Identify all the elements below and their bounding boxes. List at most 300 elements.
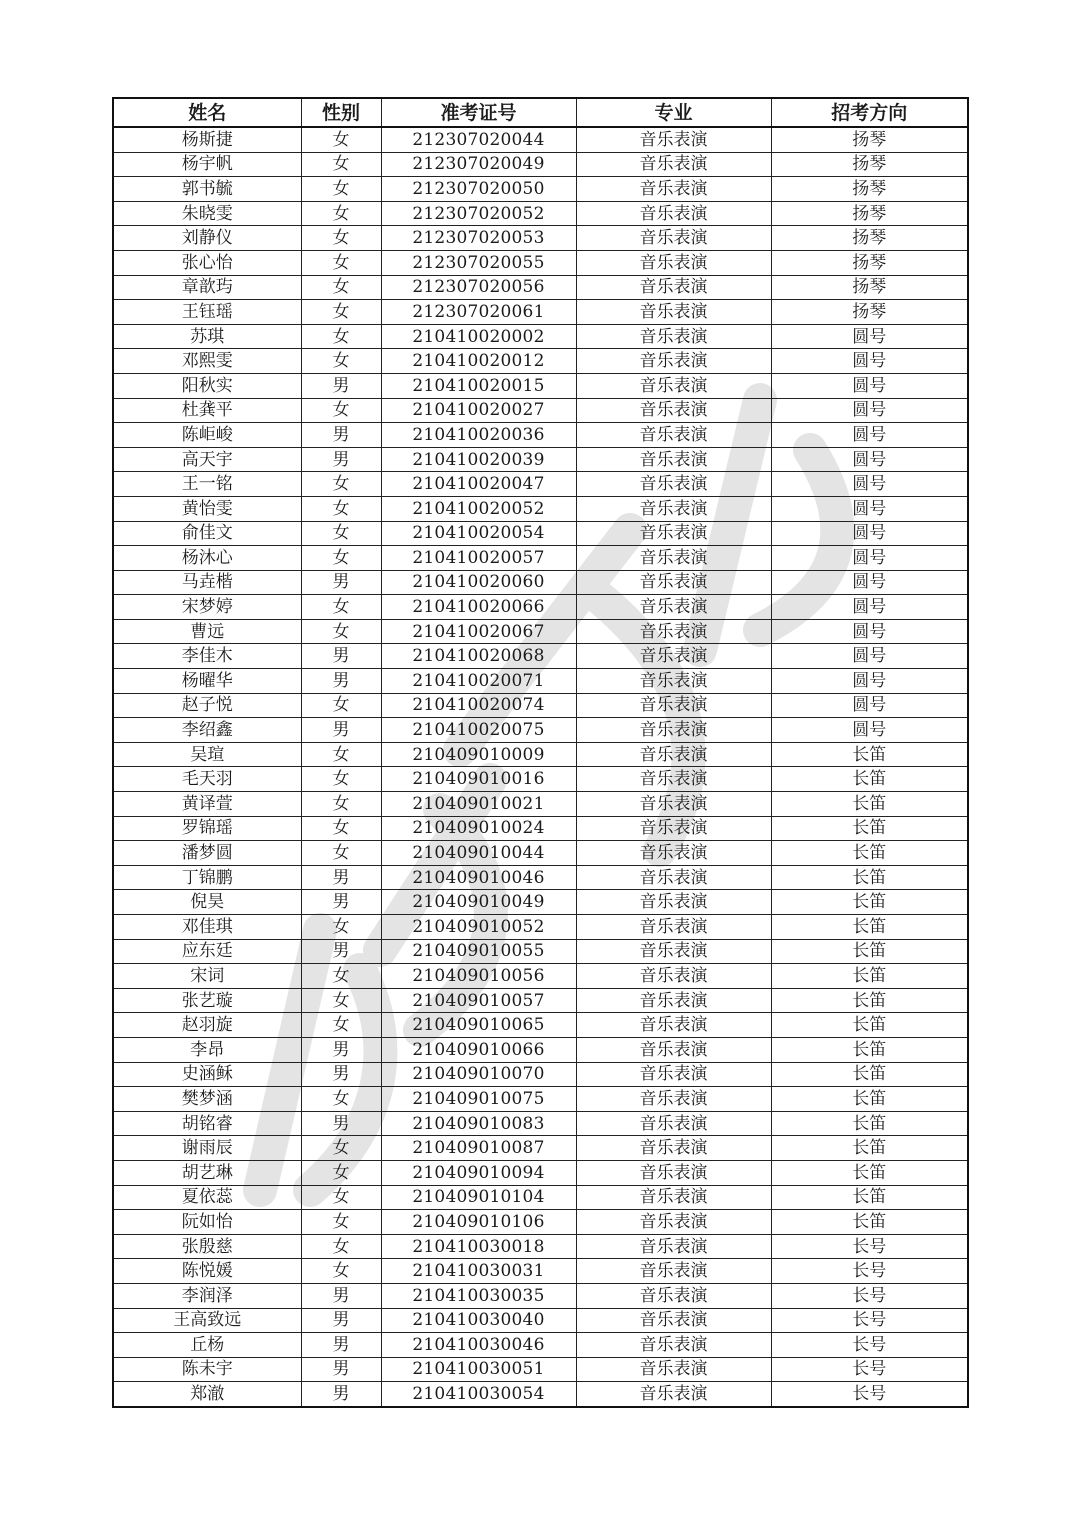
cell-exam-id: 210410020074 <box>381 693 576 718</box>
cell-gender: 女 <box>301 1013 381 1038</box>
cell-name: 潘梦圆 <box>113 841 301 866</box>
cell-direction: 长笛 <box>771 792 968 817</box>
cell-direction: 长笛 <box>771 890 968 915</box>
cell-name: 樊梦涵 <box>113 1087 301 1112</box>
cell-major: 音乐表演 <box>576 915 771 940</box>
header-gender: 性别 <box>301 98 381 127</box>
cell-direction: 长笛 <box>771 1111 968 1136</box>
cell-major: 音乐表演 <box>576 300 771 325</box>
cell-major: 音乐表演 <box>576 496 771 521</box>
cell-direction: 长笛 <box>771 964 968 989</box>
cell-major: 音乐表演 <box>576 373 771 398</box>
cell-exam-id: 210410030035 <box>381 1283 576 1308</box>
cell-name: 谢雨辰 <box>113 1136 301 1161</box>
cell-major: 音乐表演 <box>576 275 771 300</box>
table-row <box>113 250 968 275</box>
cell-major: 音乐表演 <box>576 619 771 644</box>
cell-gender: 女 <box>301 300 381 325</box>
table-row <box>113 127 968 152</box>
cell-direction: 圆号 <box>771 718 968 743</box>
cell-gender: 男 <box>301 1333 381 1358</box>
table-row <box>113 595 968 620</box>
cell-exam-id: 210410020002 <box>381 324 576 349</box>
cell-direction: 圆号 <box>771 644 968 669</box>
cell-gender: 男 <box>301 447 381 472</box>
table-row <box>113 1357 968 1382</box>
table-row <box>113 521 968 546</box>
cell-direction: 长笛 <box>771 1062 968 1087</box>
cell-gender: 男 <box>301 890 381 915</box>
cell-direction: 长笛 <box>771 816 968 841</box>
cell-gender: 女 <box>301 619 381 644</box>
cell-major: 音乐表演 <box>576 1259 771 1284</box>
cell-major: 音乐表演 <box>576 1308 771 1333</box>
table-row <box>113 742 968 767</box>
cell-exam-id: 210409010083 <box>381 1111 576 1136</box>
cell-gender: 男 <box>301 669 381 694</box>
table-row <box>113 324 968 349</box>
cell-exam-id: 210410020036 <box>381 423 576 448</box>
cell-exam-id: 212307020044 <box>381 127 576 152</box>
cell-direction: 长号 <box>771 1308 968 1333</box>
cell-major: 音乐表演 <box>576 595 771 620</box>
cell-direction: 圆号 <box>771 373 968 398</box>
cell-direction: 长笛 <box>771 1185 968 1210</box>
header-exam-id: 准考证号 <box>381 98 576 127</box>
cell-direction: 长号 <box>771 1259 968 1284</box>
cell-gender: 女 <box>301 1234 381 1259</box>
cell-exam-id: 210410020057 <box>381 546 576 571</box>
cell-gender: 男 <box>301 1111 381 1136</box>
cell-name: 夏依蕊 <box>113 1185 301 1210</box>
cell-exam-id: 210409010104 <box>381 1185 576 1210</box>
cell-direction: 扬琴 <box>771 226 968 251</box>
cell-major: 音乐表演 <box>576 964 771 989</box>
table-row <box>113 177 968 202</box>
cell-name: 宋梦婷 <box>113 595 301 620</box>
cell-name: 王高致远 <box>113 1308 301 1333</box>
table-row <box>113 349 968 374</box>
cell-direction: 圆号 <box>771 570 968 595</box>
cell-major: 音乐表演 <box>576 1136 771 1161</box>
cell-gender: 女 <box>301 595 381 620</box>
cell-name: 张心怡 <box>113 250 301 275</box>
table-row <box>113 816 968 841</box>
cell-name: 王一铭 <box>113 472 301 497</box>
table-row <box>113 1234 968 1259</box>
cell-gender: 女 <box>301 1259 381 1284</box>
cell-direction: 扬琴 <box>771 152 968 177</box>
table-row <box>113 546 968 571</box>
cell-major: 音乐表演 <box>576 767 771 792</box>
cell-gender: 男 <box>301 1283 381 1308</box>
cell-exam-id: 210409010065 <box>381 1013 576 1038</box>
cell-gender: 女 <box>301 1087 381 1112</box>
table-row <box>113 890 968 915</box>
cell-direction: 长笛 <box>771 767 968 792</box>
cell-name: 苏琪 <box>113 324 301 349</box>
cell-exam-id: 210410030046 <box>381 1333 576 1358</box>
table-row <box>113 988 968 1013</box>
cell-gender: 女 <box>301 275 381 300</box>
cell-gender: 女 <box>301 546 381 571</box>
cell-name: 应东廷 <box>113 939 301 964</box>
cell-gender: 女 <box>301 226 381 251</box>
table-row <box>113 1160 968 1185</box>
cell-name: 张殷慈 <box>113 1234 301 1259</box>
cell-direction: 长笛 <box>771 1160 968 1185</box>
header-name: 姓名 <box>113 98 301 127</box>
cell-exam-id: 210410030051 <box>381 1357 576 1382</box>
cell-major: 音乐表演 <box>576 177 771 202</box>
table-row <box>113 300 968 325</box>
cell-exam-id: 210409010056 <box>381 964 576 989</box>
cell-gender: 女 <box>301 496 381 521</box>
table-row <box>113 1308 968 1333</box>
cell-major: 音乐表演 <box>576 669 771 694</box>
cell-direction: 长号 <box>771 1333 968 1358</box>
cell-name: 胡艺琳 <box>113 1160 301 1185</box>
cell-exam-id: 212307020056 <box>381 275 576 300</box>
cell-major: 音乐表演 <box>576 250 771 275</box>
cell-gender: 男 <box>301 1357 381 1382</box>
cell-direction: 长号 <box>771 1283 968 1308</box>
cell-major: 音乐表演 <box>576 1013 771 1038</box>
table-row <box>113 767 968 792</box>
cell-major: 音乐表演 <box>576 693 771 718</box>
cell-gender: 女 <box>301 1160 381 1185</box>
cell-direction: 长笛 <box>771 742 968 767</box>
cell-direction: 长笛 <box>771 1087 968 1112</box>
table-row <box>113 1259 968 1284</box>
cell-exam-id: 210409010106 <box>381 1210 576 1235</box>
table-row <box>113 693 968 718</box>
cell-major: 音乐表演 <box>576 792 771 817</box>
cell-gender: 男 <box>301 423 381 448</box>
cell-gender: 女 <box>301 349 381 374</box>
cell-exam-id: 210410030040 <box>381 1308 576 1333</box>
cell-name: 马垚楷 <box>113 570 301 595</box>
cell-exam-id: 210409010066 <box>381 1037 576 1062</box>
cell-direction: 圆号 <box>771 447 968 472</box>
table-header <box>113 98 968 127</box>
cell-name: 王钰瑶 <box>113 300 301 325</box>
cell-exam-id: 210409010016 <box>381 767 576 792</box>
cell-major: 音乐表演 <box>576 447 771 472</box>
table-row <box>113 447 968 472</box>
table-row <box>113 423 968 448</box>
cell-name: 吴瑄 <box>113 742 301 767</box>
cell-direction: 长笛 <box>771 1037 968 1062</box>
cell-major: 音乐表演 <box>576 841 771 866</box>
cell-name: 邓熙雯 <box>113 349 301 374</box>
header-major: 专业 <box>576 98 771 127</box>
cell-gender: 女 <box>301 177 381 202</box>
cell-major: 音乐表演 <box>576 1160 771 1185</box>
cell-gender: 女 <box>301 152 381 177</box>
table-row <box>113 570 968 595</box>
cell-gender: 女 <box>301 964 381 989</box>
cell-direction: 长笛 <box>771 841 968 866</box>
cell-exam-id: 210410020012 <box>381 349 576 374</box>
cell-major: 音乐表演 <box>576 472 771 497</box>
cell-exam-id: 210409010024 <box>381 816 576 841</box>
cell-direction: 长笛 <box>771 915 968 940</box>
table-body <box>113 127 968 1407</box>
cell-name: 高天宇 <box>113 447 301 472</box>
cell-name: 朱晓雯 <box>113 201 301 226</box>
cell-gender: 女 <box>301 693 381 718</box>
cell-gender: 男 <box>301 1062 381 1087</box>
cell-name: 黄译萱 <box>113 792 301 817</box>
cell-name: 李绍鑫 <box>113 718 301 743</box>
table-row <box>113 1210 968 1235</box>
cell-major: 音乐表演 <box>576 423 771 448</box>
cell-direction: 圆号 <box>771 521 968 546</box>
cell-exam-id: 212307020061 <box>381 300 576 325</box>
cell-name: 杨曜华 <box>113 669 301 694</box>
cell-exam-id: 210409010052 <box>381 915 576 940</box>
cell-name: 杨宇帆 <box>113 152 301 177</box>
cell-exam-id: 212307020049 <box>381 152 576 177</box>
cell-exam-id: 210410020015 <box>381 373 576 398</box>
cell-gender: 男 <box>301 644 381 669</box>
cell-name: 张艺璇 <box>113 988 301 1013</box>
cell-name: 阳秋实 <box>113 373 301 398</box>
cell-gender: 女 <box>301 915 381 940</box>
cell-direction: 长号 <box>771 1234 968 1259</box>
cell-name: 杨沐心 <box>113 546 301 571</box>
table-row <box>113 644 968 669</box>
cell-name: 俞佳文 <box>113 521 301 546</box>
cell-name: 刘静仪 <box>113 226 301 251</box>
cell-direction: 圆号 <box>771 693 968 718</box>
cell-name: 李润泽 <box>113 1283 301 1308</box>
cell-direction: 长笛 <box>771 1013 968 1038</box>
cell-major: 音乐表演 <box>576 1087 771 1112</box>
cell-major: 音乐表演 <box>576 1333 771 1358</box>
cell-gender: 女 <box>301 816 381 841</box>
cell-major: 音乐表演 <box>576 865 771 890</box>
cell-direction: 长笛 <box>771 988 968 1013</box>
table-row <box>113 1382 968 1407</box>
table-row <box>113 1283 968 1308</box>
cell-major: 音乐表演 <box>576 644 771 669</box>
cell-direction: 圆号 <box>771 669 968 694</box>
cell-major: 音乐表演 <box>576 1037 771 1062</box>
cell-direction: 长笛 <box>771 1210 968 1235</box>
table-row <box>113 152 968 177</box>
cell-gender: 女 <box>301 521 381 546</box>
cell-name: 陈岠峻 <box>113 423 301 448</box>
cell-major: 音乐表演 <box>576 226 771 251</box>
cell-direction: 圆号 <box>771 619 968 644</box>
table-row <box>113 792 968 817</box>
cell-direction: 长笛 <box>771 865 968 890</box>
cell-major: 音乐表演 <box>576 1111 771 1136</box>
cell-major: 音乐表演 <box>576 1283 771 1308</box>
cell-gender: 男 <box>301 1037 381 1062</box>
cell-direction: 圆号 <box>771 496 968 521</box>
cell-major: 音乐表演 <box>576 324 771 349</box>
table-row <box>113 841 968 866</box>
cell-direction: 圆号 <box>771 324 968 349</box>
cell-direction: 长笛 <box>771 939 968 964</box>
cell-gender: 女 <box>301 841 381 866</box>
table-row <box>113 1062 968 1087</box>
cell-exam-id: 210410020039 <box>381 447 576 472</box>
table-row <box>113 915 968 940</box>
table-row <box>113 398 968 423</box>
cell-gender: 女 <box>301 472 381 497</box>
table-row <box>113 1087 968 1112</box>
cell-major: 音乐表演 <box>576 398 771 423</box>
cell-name: 章歆玙 <box>113 275 301 300</box>
cell-major: 音乐表演 <box>576 1234 771 1259</box>
cell-major: 音乐表演 <box>576 570 771 595</box>
cell-direction: 扬琴 <box>771 177 968 202</box>
cell-exam-id: 210409010044 <box>381 841 576 866</box>
cell-direction: 圆号 <box>771 423 968 448</box>
cell-exam-id: 210409010087 <box>381 1136 576 1161</box>
cell-gender: 女 <box>301 1136 381 1161</box>
cell-exam-id: 212307020052 <box>381 201 576 226</box>
table-row <box>113 1185 968 1210</box>
cell-exam-id: 212307020050 <box>381 177 576 202</box>
cell-exam-id: 210410020052 <box>381 496 576 521</box>
cell-name: 杨斯捷 <box>113 127 301 152</box>
cell-direction: 圆号 <box>771 546 968 571</box>
cell-exam-id: 210409010021 <box>381 792 576 817</box>
admission-roster-table <box>112 97 969 1408</box>
cell-major: 音乐表演 <box>576 349 771 374</box>
cell-gender: 女 <box>301 324 381 349</box>
cell-direction: 扬琴 <box>771 275 968 300</box>
cell-major: 音乐表演 <box>576 1382 771 1407</box>
table-row <box>113 669 968 694</box>
cell-exam-id: 212307020055 <box>381 250 576 275</box>
table-row <box>113 718 968 743</box>
cell-name: 曹远 <box>113 619 301 644</box>
cell-name: 郑澈 <box>113 1382 301 1407</box>
cell-direction: 扬琴 <box>771 201 968 226</box>
cell-direction: 圆号 <box>771 398 968 423</box>
cell-direction: 扬琴 <box>771 300 968 325</box>
cell-gender: 男 <box>301 1382 381 1407</box>
cell-gender: 女 <box>301 201 381 226</box>
cell-exam-id: 212307020053 <box>381 226 576 251</box>
cell-exam-id: 210409010075 <box>381 1087 576 1112</box>
cell-direction: 长号 <box>771 1357 968 1382</box>
cell-name: 丁锦鹏 <box>113 865 301 890</box>
table-row <box>113 1136 968 1161</box>
cell-exam-id: 210410020071 <box>381 669 576 694</box>
cell-major: 音乐表演 <box>576 718 771 743</box>
cell-gender: 男 <box>301 570 381 595</box>
cell-name: 李昂 <box>113 1037 301 1062</box>
table-row <box>113 472 968 497</box>
table-row <box>113 201 968 226</box>
cell-direction: 圆号 <box>771 472 968 497</box>
cell-exam-id: 210410030054 <box>381 1382 576 1407</box>
table-row <box>113 275 968 300</box>
cell-exam-id: 210410030031 <box>381 1259 576 1284</box>
cell-name: 李佳木 <box>113 644 301 669</box>
table-row <box>113 865 968 890</box>
cell-exam-id: 210410020066 <box>381 595 576 620</box>
table-row <box>113 1111 968 1136</box>
cell-exam-id: 210409010057 <box>381 988 576 1013</box>
cell-major: 音乐表演 <box>576 816 771 841</box>
cell-major: 音乐表演 <box>576 939 771 964</box>
cell-exam-id: 210409010094 <box>381 1160 576 1185</box>
table-row <box>113 964 968 989</box>
cell-name: 胡铭睿 <box>113 1111 301 1136</box>
cell-major: 音乐表演 <box>576 152 771 177</box>
cell-gender: 男 <box>301 718 381 743</box>
cell-gender: 男 <box>301 865 381 890</box>
cell-name: 黄怡雯 <box>113 496 301 521</box>
cell-gender: 女 <box>301 250 381 275</box>
table-row <box>113 496 968 521</box>
cell-exam-id: 210409010070 <box>381 1062 576 1087</box>
header-row <box>113 98 968 127</box>
cell-exam-id: 210410020027 <box>381 398 576 423</box>
table-row <box>113 1333 968 1358</box>
cell-exam-id: 210410020068 <box>381 644 576 669</box>
cell-major: 音乐表演 <box>576 521 771 546</box>
cell-name: 阮如怡 <box>113 1210 301 1235</box>
cell-gender: 女 <box>301 1210 381 1235</box>
table-row <box>113 226 968 251</box>
cell-exam-id: 210409010046 <box>381 865 576 890</box>
table-row <box>113 619 968 644</box>
cell-exam-id: 210409010049 <box>381 890 576 915</box>
cell-name: 丘杨 <box>113 1333 301 1358</box>
cell-gender: 女 <box>301 767 381 792</box>
cell-name: 郭书毓 <box>113 177 301 202</box>
cell-gender: 女 <box>301 398 381 423</box>
cell-direction: 长号 <box>771 1382 968 1407</box>
cell-major: 音乐表演 <box>576 1062 771 1087</box>
cell-gender: 女 <box>301 988 381 1013</box>
cell-major: 音乐表演 <box>576 1210 771 1235</box>
cell-exam-id: 210410020060 <box>381 570 576 595</box>
cell-name: 毛天羽 <box>113 767 301 792</box>
table-row <box>113 373 968 398</box>
cell-name: 赵子悦 <box>113 693 301 718</box>
cell-gender: 男 <box>301 1308 381 1333</box>
cell-name: 陈未宇 <box>113 1357 301 1382</box>
cell-name: 倪昊 <box>113 890 301 915</box>
cell-gender: 女 <box>301 742 381 767</box>
table-row <box>113 1037 968 1062</box>
cell-major: 音乐表演 <box>576 988 771 1013</box>
cell-direction: 扬琴 <box>771 127 968 152</box>
cell-name: 杜龚平 <box>113 398 301 423</box>
cell-name: 罗锦瑶 <box>113 816 301 841</box>
cell-exam-id: 210410020067 <box>381 619 576 644</box>
cell-major: 音乐表演 <box>576 742 771 767</box>
table-row <box>113 1013 968 1038</box>
cell-major: 音乐表演 <box>576 1185 771 1210</box>
cell-exam-id: 210410020054 <box>381 521 576 546</box>
cell-major: 音乐表演 <box>576 201 771 226</box>
cell-exam-id: 210410030018 <box>381 1234 576 1259</box>
cell-name: 赵羽旋 <box>113 1013 301 1038</box>
table-row <box>113 939 968 964</box>
header-direction: 招考方向 <box>771 98 968 127</box>
